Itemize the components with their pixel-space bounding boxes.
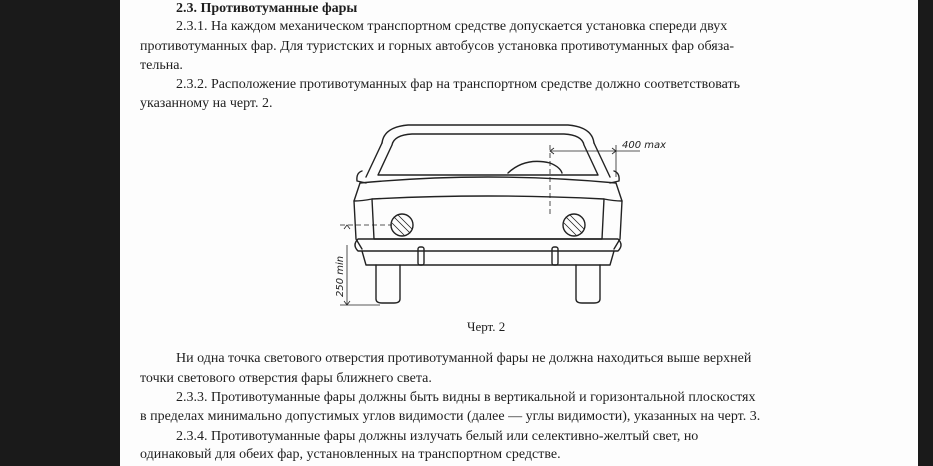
- bumper-guard-left: [418, 247, 424, 265]
- paragraph-2-3-1-line-1: 2.3.1. На каждом механическом транспортном средстве допускается установка спереди двух: [176, 19, 728, 34]
- bumper: [355, 239, 621, 251]
- mirror-left: [357, 171, 366, 183]
- fender-lines: [354, 199, 622, 201]
- paragraph-2-3-3-line-1: 2.3.3. Противотуманные фары должны быть видны в вертикальной и горизонтальной плоскостях: [176, 390, 756, 405]
- figure-caption: Черт. 2: [467, 319, 506, 334]
- paragraph-2-3-2-line-1: 2.3.2. Расположение противотуманных фар на транспортном средстве должно соответствовать: [176, 77, 740, 92]
- section-heading: 2.3. Противотуманные фары: [176, 1, 358, 16]
- pillar-outline: [366, 143, 610, 177]
- lower-body: [362, 251, 614, 265]
- viewer-frame-left: [0, 0, 120, 466]
- hood-line: [360, 177, 616, 183]
- wheel-left: [376, 265, 400, 303]
- dim-side-label: 250 min: [335, 255, 346, 297]
- paragraph-2-3-2-line-2: указанному на черт. 2.: [140, 96, 273, 111]
- paragraph-extra-line-1: Ни одна точка светового отверстия противотуманной фары не должна находиться выше верхней: [176, 351, 752, 366]
- wheel-right: [576, 265, 600, 303]
- document-page: [120, 0, 918, 466]
- paragraph-2-3-3-line-2: в пределах минимально допустимых углов видимости (далее — углы видимости), указанных на черт. 3.: [140, 409, 761, 424]
- car-front-drawing: [310, 115, 670, 340]
- paragraph-extra-line-2: точки светового отверстия фары ближнего света.: [140, 371, 432, 386]
- paragraph-2-3-4-line-2: одинаковый для обеих фар, установленных на транспортном средстве.: [140, 447, 561, 462]
- steering-wheel: [508, 161, 562, 173]
- paragraph-2-3-1-line-2: противотуманных фар. Для туристских и горных автобусов установка противотуманных фар обяза-: [140, 39, 735, 54]
- dim-top-label: 400 max: [622, 140, 667, 151]
- viewer-frame-right: [918, 0, 933, 466]
- grille-panel: [372, 196, 604, 239]
- mirror-right: [610, 171, 619, 183]
- windshield: [378, 134, 598, 175]
- paragraph-2-3-1-line-3: тельна.: [140, 58, 183, 73]
- paragraph-2-3-4-line-1: 2.3.4. Противотуманные фары должны излучать белый или селективно-желтый свет, но: [176, 429, 699, 444]
- fog-lamp-hatching: [392, 215, 584, 235]
- bumper-guard-right: [552, 247, 558, 265]
